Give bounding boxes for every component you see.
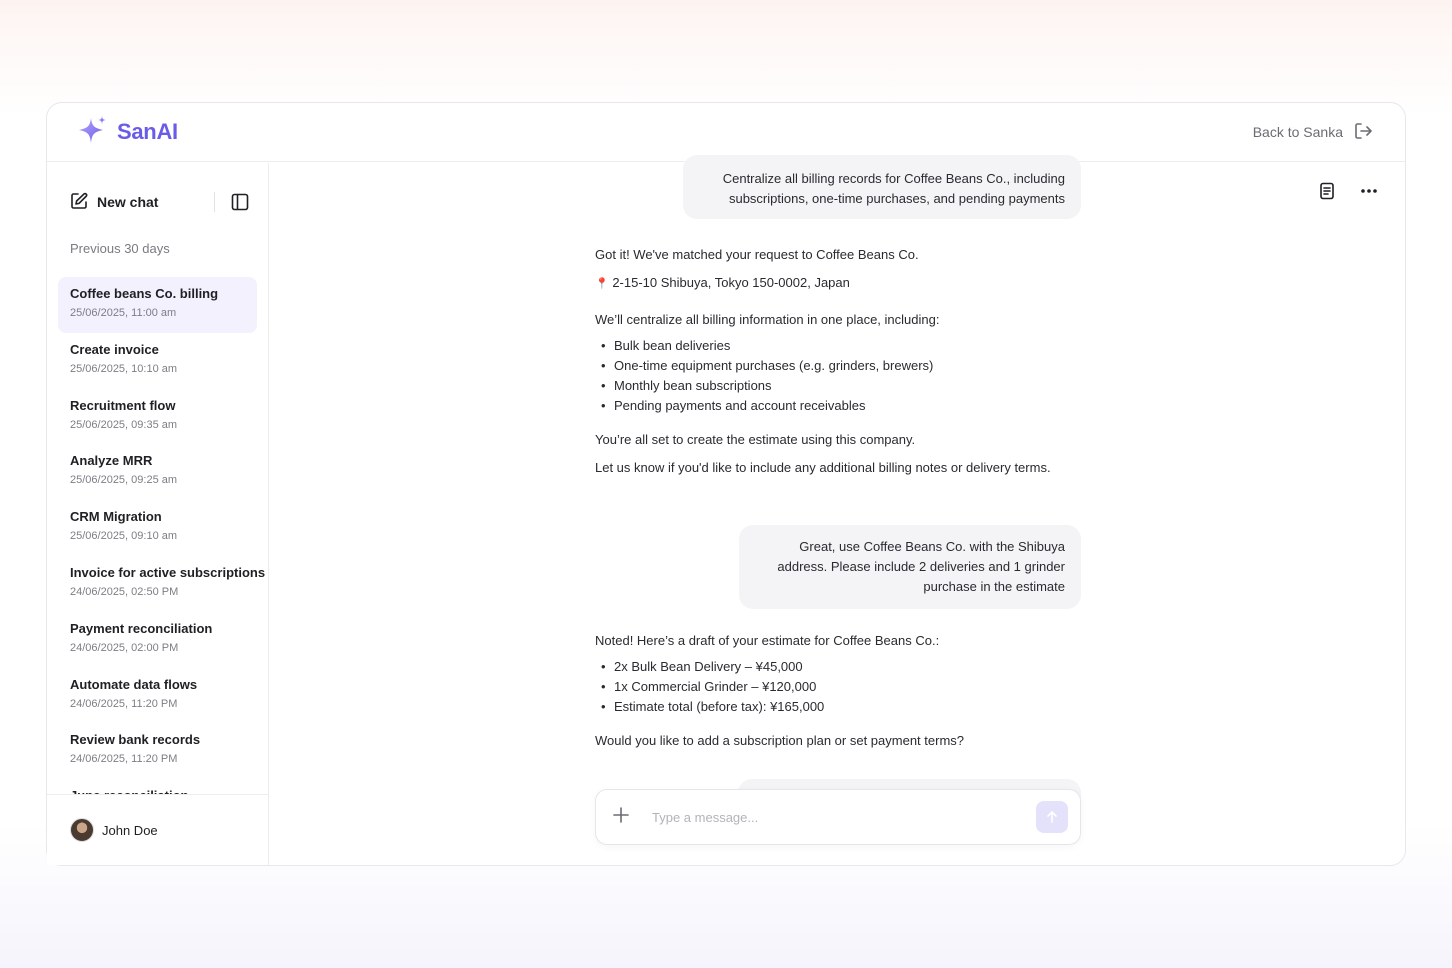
estimate-list (595, 657, 1081, 717)
chat-item-recruitment-flow[interactable] (58, 389, 257, 445)
chat-history-list[interactable] (47, 277, 268, 799)
chat-item-automate-data-flows[interactable] (58, 668, 257, 724)
chat-item-crm-migration[interactable] (58, 500, 257, 556)
assistant-text: Noted! Here’s a draft of your estimate for Coffee Beans Co.: (595, 633, 940, 648)
sidebar (47, 163, 269, 865)
chat-item-invoice-subscriptions[interactable] (58, 556, 266, 612)
chat-title: Analyze MRR (70, 453, 153, 469)
assistant-text: You’re all set to create the estimate using this company. (595, 432, 916, 447)
assistant-text: Would you like to add a subscription plan or set payment terms? (595, 733, 965, 748)
chat-title: Invoice for active subscriptions (70, 564, 266, 580)
chat-title: Recruitment flow (70, 397, 176, 413)
divider (214, 192, 215, 212)
message-composer (595, 789, 1081, 845)
location-pin-icon: 📍 (595, 278, 609, 290)
chat-title: Create invoice (70, 341, 159, 357)
assistant-message (595, 631, 1081, 759)
chat-title: Payment reconciliation (70, 620, 213, 636)
user-message: Great, use Coffee Beans Co. with the Shibuya address. Please include 2 deliveries and 1 grinder purchase in the estimate (739, 525, 1081, 609)
chat-main (270, 163, 1405, 865)
main-actions (1317, 181, 1379, 201)
list-item: • Bulk bean deliveries (595, 336, 1081, 356)
list-item: • One-time equipment purchases (e.g. grinders, brewers) (595, 356, 1081, 376)
chat-item-review-bank-records[interactable] (58, 723, 257, 779)
address-text: 2-15-10 Shibuya, Tokyo 150-0002, Japan (612, 275, 850, 290)
chat-date: 25/06/2025, 09:35 am (70, 418, 178, 431)
chat-date: 25/06/2025, 10:10 am (70, 362, 178, 375)
billing-list (595, 336, 1081, 416)
avatar (70, 818, 94, 842)
chat-date: 25/06/2025, 11:00 am (70, 307, 177, 319)
chat-item-analyze-mrr[interactable] (58, 444, 257, 500)
list-item: • Estimate total (before tax): ¥165,000 (595, 697, 1081, 717)
plus-icon[interactable] (612, 806, 630, 828)
chat-date: 25/06/2025, 09:10 am (70, 530, 178, 543)
list-item: • 1x Commercial Grinder – ¥120,000 (595, 677, 1081, 697)
chat-date: 24/06/2025, 02:00 PM (70, 641, 179, 654)
chat-date: 24/06/2025, 02:50 PM (70, 585, 179, 598)
message-input[interactable] (652, 810, 1036, 825)
new-chat-label: New chat (97, 194, 159, 210)
user-message: Centralize all billing records for Coffee Beans Co., including subscriptions, one-time purchases, and pending payments (683, 155, 1081, 219)
chat-item-coffee-beans-billing[interactable] (58, 277, 257, 333)
back-label: Back to Sanka (1252, 124, 1343, 140)
top-bar (47, 103, 1405, 162)
brand-name: SanAI (117, 119, 178, 144)
sparkle-icon (77, 114, 109, 151)
list-item: • Monthly bean subscriptions (595, 376, 1081, 396)
user-profile[interactable] (47, 794, 268, 865)
list-item: • Pending payments and account receivables (595, 396, 1081, 416)
assistant-text: Got it! We've matched your request to Coffee Beans Co. (595, 247, 919, 262)
app-window (46, 102, 1406, 866)
chat-title: Coffee beans Co. billing (70, 286, 219, 301)
section-label: Previous 30 days (70, 241, 170, 256)
document-icon[interactable] (1317, 181, 1337, 201)
assistant-message (595, 245, 1081, 486)
logout-icon (1353, 121, 1373, 144)
list-item: • 2x Bulk Bean Delivery – ¥45,000 (595, 657, 1081, 677)
user-name: John Doe (102, 822, 158, 838)
address-line (595, 273, 1081, 294)
chat-title: CRM Migration (70, 509, 162, 525)
chat-title: Review bank records (70, 732, 201, 748)
brand-logo[interactable] (77, 114, 178, 151)
back-to-sanka-link[interactable] (1253, 121, 1373, 144)
chat-title: Automate data flows (70, 676, 198, 692)
more-options-icon[interactable] (1359, 181, 1379, 201)
chat-date: 25/06/2025, 09:25 am (70, 474, 178, 487)
edit-icon (69, 191, 89, 214)
chat-date: 24/06/2025, 11:20 PM (70, 697, 178, 710)
arrow-up-icon (1044, 809, 1060, 825)
sidebar-toggle-icon[interactable] (230, 192, 250, 212)
chat-date: 24/06/2025, 11:20 PM (70, 753, 178, 766)
send-button[interactable] (1036, 801, 1068, 833)
chat-item-payment-reconciliation[interactable] (58, 612, 257, 668)
new-chat-button[interactable] (69, 191, 158, 214)
assistant-text: Let us know if you'd like to include any additional billing notes or delivery terms. (595, 460, 1051, 475)
chat-item-create-invoice[interactable] (58, 333, 257, 389)
assistant-text: We’ll centralize all billing information in one place, including: (595, 312, 940, 327)
